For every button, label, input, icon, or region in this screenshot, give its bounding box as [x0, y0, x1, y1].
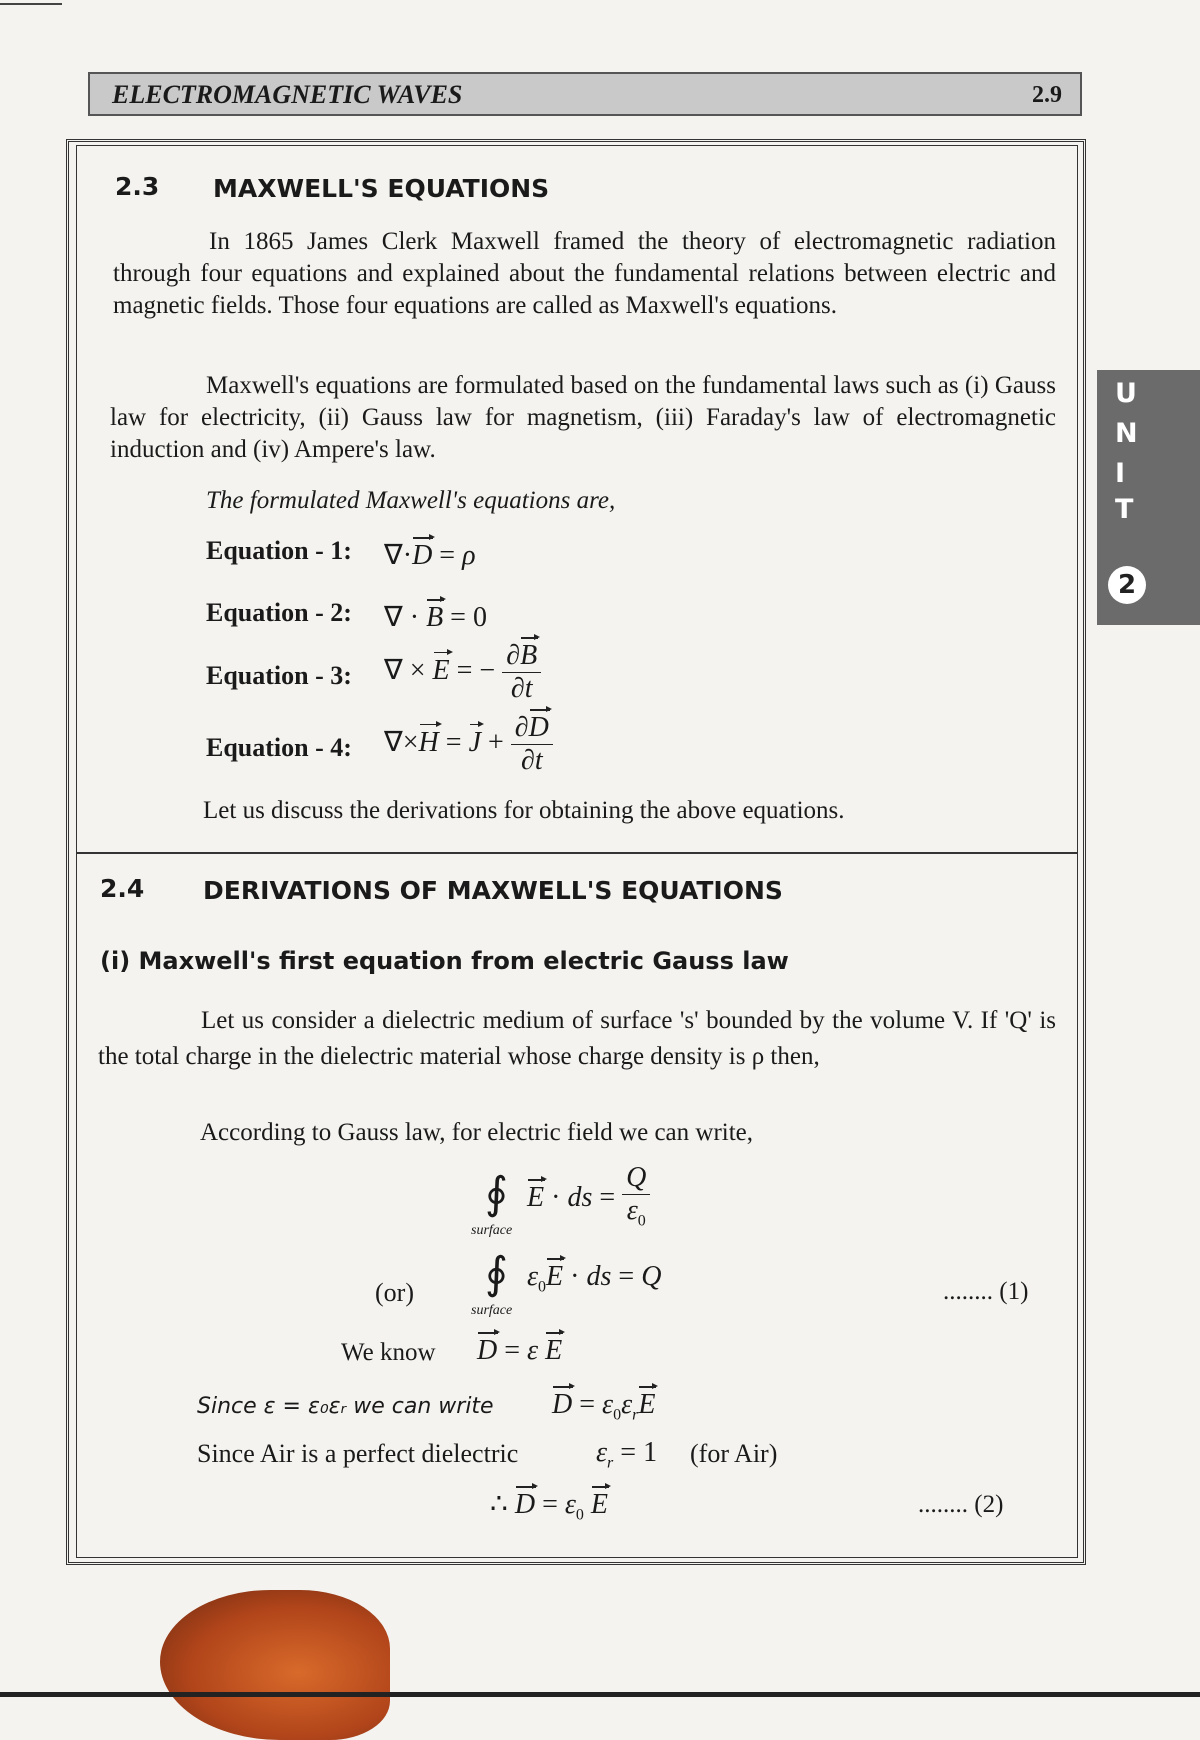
equation-number: ........ (1) [943, 1278, 1029, 1305]
equation-2-result: ∴ $D = \varepsilon_0$ E [490, 1489, 609, 1524]
contour-integral-symbol: ∮ [485, 1249, 508, 1298]
equation-2: ∇ · B = 0 [384, 602, 487, 633]
equation-4: ∇×H = J + $\frac{\partial D}{\partial t}$ [384, 712, 553, 777]
unit-number-badge: 2 [1108, 566, 1146, 604]
since-epsilon-text: Since ε = ε₀εᵣ we can write [197, 1394, 494, 1419]
gauss-intro: According to Gauss law, for electric field we can write, [200, 1119, 754, 1146]
equation-label: Equation - 2: [206, 598, 352, 627]
corner-mark [0, 3, 62, 5]
unit-letter: T [1115, 494, 1134, 525]
unit-letter: N [1115, 418, 1138, 449]
unit-letter: I [1115, 458, 1126, 489]
we-know-label: We know [341, 1339, 436, 1366]
relative-permittivity-air: $\varepsilon_r = 1$ [596, 1437, 658, 1472]
unit-letter: U [1115, 378, 1137, 409]
constitutive-relation: D = ε E [477, 1335, 563, 1366]
section-number: 2.3 [115, 172, 160, 201]
contour-integral-symbol: ∮ [485, 1169, 508, 1218]
equations-intro: The formulated Maxwell's equations are, [206, 487, 616, 514]
section-number: 2.4 [100, 874, 145, 903]
paragraph: Let us consider a dielectric medium of surface 's' bounded by the volume V. If 'Q' is the total charge in the dielectric material whose charge density is ρ then, [98, 1007, 1056, 1070]
chapter-title: ELECTROMAGNETIC WAVES [112, 80, 463, 109]
equation-1: ∇·D = ρ [384, 540, 476, 571]
or-label: (or) [375, 1278, 414, 1307]
air-note: (for Air) [690, 1439, 778, 1468]
gauss-equation-rearranged: $\varepsilon_0E$ · ds = Q [527, 1261, 662, 1296]
running-header [88, 72, 1082, 116]
equation-label: Equation - 4: [206, 733, 352, 762]
surface-subscript: surface [471, 1223, 513, 1238]
permittivity-relation: $D = \varepsilon_0\varepsilon_rE$ [552, 1389, 656, 1424]
equation-label: Equation - 1: [206, 536, 352, 565]
thumb [160, 1590, 390, 1740]
equation-number: ........ (2) [918, 1491, 1004, 1518]
section-title: DERIVATIONS OF MAXWELL'S EQUATIONS [203, 876, 783, 905]
paragraph: In 1865 James Clerk Maxwell framed the theory of electromagnetic radiation through four equations and explained about the fundamental relations between electric and magnetic fields. Those four equations are called as Maxwell's equations. [113, 228, 1056, 319]
bottom-edge [0, 1692, 1200, 1697]
equation-label: Equation - 3: [206, 661, 352, 690]
gauss-equation: E · ds = $\frac{Q}{\varepsilon_0}$ [527, 1162, 650, 1238]
page-number: 2.9 [1032, 82, 1062, 108]
subsection-heading: (i) Maxwell's first equation from electric Gauss law [100, 947, 789, 975]
paragraph: Maxwell's equations are formulated based on the fundamental laws such as (i) Gauss law for electricity, (ii) Gauss law for magnetism, (iii) Faraday's law of electromagnetic induction and (iv) Ampere's law. [110, 372, 1056, 463]
equation-3: ∇ × E = − $\frac{\partial B}{\partial t}$ [384, 640, 541, 705]
section-divider [77, 852, 1077, 854]
surface-subscript: surface [471, 1303, 513, 1318]
air-dielectric-text: Since Air is a perfect dielectric [197, 1439, 519, 1468]
discussion-line: Let us discuss the derivations for obtaining the above equations. [203, 797, 845, 824]
section-title: MAXWELL'S EQUATIONS [213, 174, 550, 203]
